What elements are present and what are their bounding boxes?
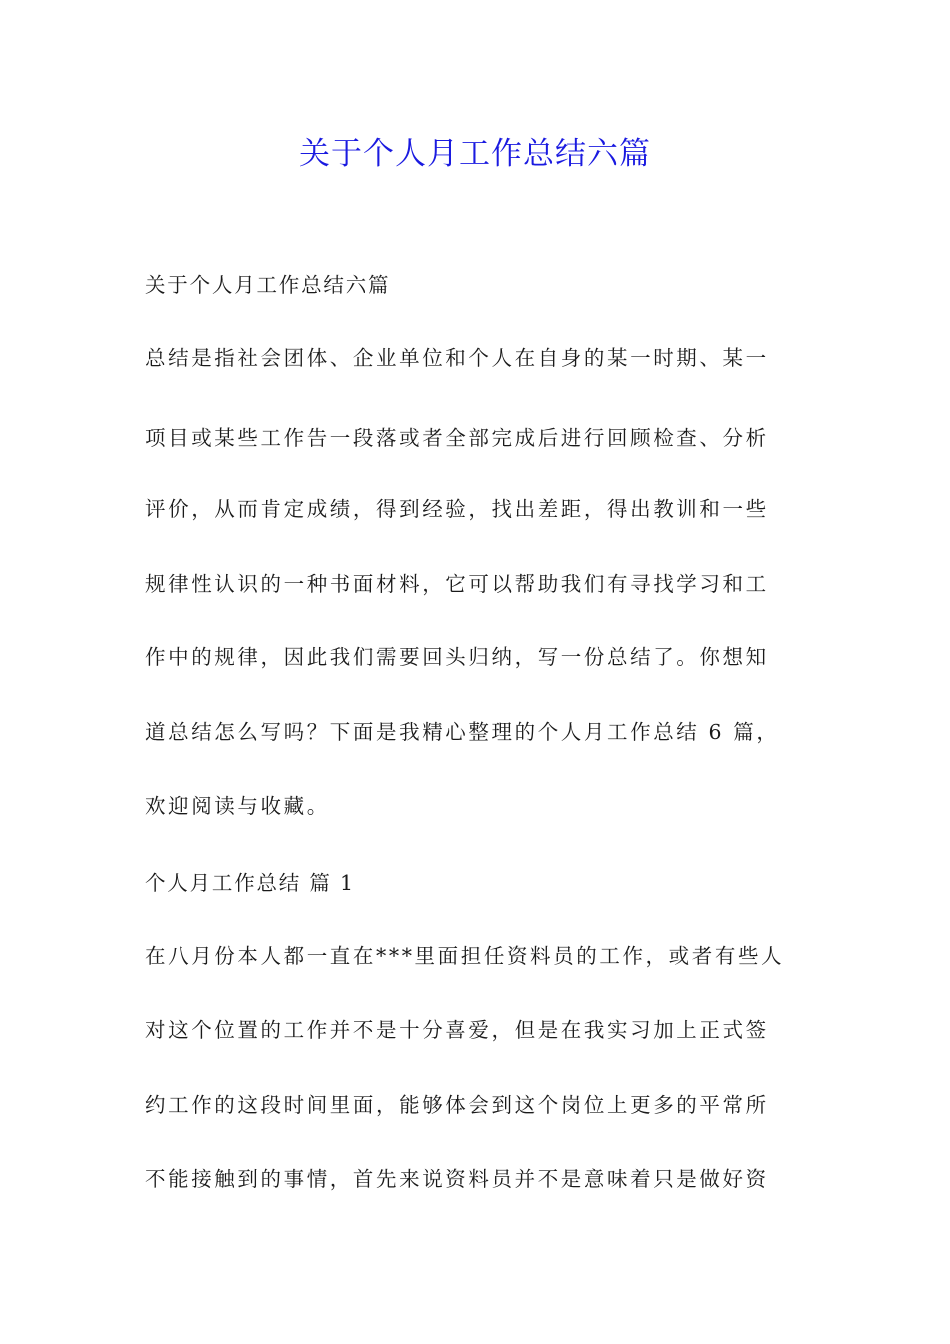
intro-line: 项目或某些工作告一段落或者全部完成后进行回顾检查、分析 <box>145 426 769 450</box>
intro-line: 评价，从而肯定成绩，得到经验，找出差距，得出教训和一些 <box>145 497 769 521</box>
intro-line: 道总结怎么写吗？下面是我精心整理的个人月工作总结 6 篇， <box>145 720 780 744</box>
section1-line: 在八月份本人都一直在***里面担任资料员的工作，或者有些人 <box>145 944 785 968</box>
document-subtitle: 关于个人月工作总结六篇 <box>145 273 391 297</box>
intro-line: 作中的规律，因此我们需要回头归纳，写一份总结了。你想知 <box>145 645 769 669</box>
intro-line: 规律性认识的一种书面材料，它可以帮助我们有寻找学习和工 <box>145 572 769 596</box>
intro-line: 欢迎阅读与收藏。 <box>145 794 330 818</box>
section-heading: 个人月工作总结 篇 1 <box>145 871 355 895</box>
section1-line: 对这个位置的工作并不是十分喜爱，但是在我实习加上正式签 <box>145 1018 769 1042</box>
section1-line: 约工作的这段时间里面，能够体会到这个岗位上更多的平常所 <box>145 1093 769 1117</box>
document-title: 关于个人月工作总结六篇 <box>299 136 651 172</box>
intro-line: 总结是指社会团体、企业单位和个人在自身的某一时期、某一 <box>145 346 769 370</box>
section1-line: 不能接触到的事情，首先来说资料员并不是意味着只是做好资 <box>145 1167 769 1191</box>
